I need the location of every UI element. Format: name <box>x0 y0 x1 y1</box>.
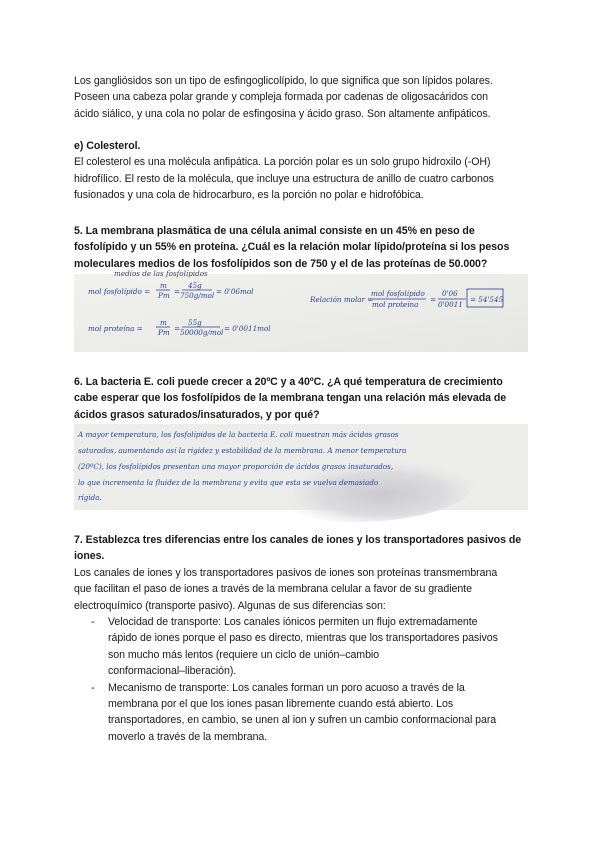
hw-ratio-eq: = <box>430 295 437 304</box>
q6-handwriting-svg <box>74 424 528 510</box>
question-line: 5. La membrana plasmática de una célula animal consiste en un 45% en peso de <box>74 225 475 237</box>
q5-handwritten-photo <box>74 269 528 352</box>
text-line: El colesterol es una molécula anfipática. La porción polar es un solo grupo hidroxilo (-OH) <box>74 156 491 169</box>
q6-handwritten-photo <box>74 424 528 510</box>
question-6 <box>74 374 534 423</box>
hw-line: (20ºC), los fosfolípidos presentan una mayor proporción de ácidos grasos insaturados, <box>78 462 394 471</box>
hw-line: rígida. <box>78 493 102 502</box>
hw-label: mol proteína = <box>88 324 143 333</box>
list-item <box>74 680 534 746</box>
text-line: Los canales de iones y los transportadores pasivos de iones son proteínas transmembrana <box>74 566 498 579</box>
text-line: ácido siálico, y una cola no polar de esfingosina y ácido graso. Son altamente anfipáticos. <box>74 107 491 120</box>
question-line: fosfolípido y un 55% en proteína. ¿Cuál es la relación molar lípido/proteína si los pesos <box>74 241 510 254</box>
text-line: fusionados y una cola de hidrocarburo, es la porción no polar e hidrofóbica. <box>74 189 424 202</box>
hw-frac-top: m <box>160 281 167 290</box>
cut-off-text: medios de las fosfolípidos <box>114 269 208 278</box>
text-line: membrana por el que los iones pasan libremente cuando está abierto. Los <box>108 698 454 711</box>
hw-ratio-val-bot: 0'0011 <box>438 300 463 309</box>
hw-ratio-bot: mol proteína <box>372 300 419 309</box>
hw-line: saturados, aumentando así la rigidez y estabilidad de la membrana. A menor temperatura <box>78 446 407 455</box>
hw-ratio-label: Relación molar = <box>310 295 374 304</box>
bullet-dash: - <box>91 616 95 629</box>
hw-frac-top: m <box>160 318 167 327</box>
hw-equals: = <box>174 324 181 333</box>
text-line: son mucho más lentos (requiere un ciclo de unión–cambio <box>108 648 380 661</box>
question-line: iones. <box>74 550 105 563</box>
text-line: rápido de iones porque el paso es directo, mientras que los transportadores pasivos <box>108 632 498 645</box>
question-line: 6. La bacteria E. coli puede crecer a 20ºC y a 40ºC. ¿A qué temperatura de crecimiento <box>74 376 503 388</box>
hw-ratio-result: = 54'545 <box>470 295 504 304</box>
text-line: Velocidad de transporte: Los canales iónicos permiten un flujo extremadamente <box>108 616 478 629</box>
text-line: conformacional–liberación). <box>108 665 237 678</box>
hw-result: = 0'0011mol <box>224 324 271 333</box>
hw-line: A mayor temperatura, los fosfolípidos de la bacteria E. coli muestran más ácidos grasos <box>78 430 399 439</box>
hw-eq-top: 55g <box>188 318 202 327</box>
question-line: ácidos grasos saturados/insaturados, y por qué? <box>74 408 320 421</box>
question-line: moleculares medios de los fosfolípidos son de 750 y el de las proteínas de 50.000? <box>74 257 488 270</box>
text-line: transportadores, en cambio, se unen al ion y sufren un cambio conformacional para <box>108 714 497 727</box>
q5-handwriting-svg <box>74 269 528 352</box>
hw-line: lo que incrementa la fluidez de la membrana y evita que esta se vuelva demasiado <box>78 478 379 487</box>
question-line: 7. Establezca tres diferencias entre los canales de iones y los transportadores pasivos de <box>74 534 522 546</box>
text-line: electroquímico (transporte pasivo). Algunas de sus diferencias son: <box>74 599 386 612</box>
list-item <box>74 614 534 680</box>
question-line: cabe esperar que los fosfolípidos de la membrana tengan una relación más elevada de <box>74 392 507 405</box>
bullet-dash: - <box>91 681 95 694</box>
text-line: hidrofílico. El resto de la molécula, que incluye una estructura de anillo de cuatro carbonos <box>74 172 494 185</box>
hw-ratio-top: mol fosfolípido <box>371 289 425 298</box>
text-line: moverlo a través de la membrana. <box>108 730 268 743</box>
hw-eq-top: 45g <box>188 281 202 290</box>
hw-label: mol fosfolípido = <box>88 287 151 296</box>
hw-eq-bot: 50000g/mol <box>180 328 224 337</box>
gangliosides-paragraph <box>74 73 534 122</box>
hw-equals: = <box>174 287 181 296</box>
text-line: que facilitan el paso de iones a través de la membrana celular a favor de su gradiente <box>74 583 472 596</box>
differences-list <box>74 614 534 745</box>
hw-frac-bot: Pm <box>158 328 170 337</box>
hw-result: = 0'06mol <box>216 287 254 296</box>
text-line: Mecanismo de transporte: Los canales forman un poro acuoso a través de la <box>108 681 465 694</box>
question-7 <box>74 532 534 745</box>
section-heading: e) Colesterol. <box>74 140 141 152</box>
hw-frac-bot: Pm <box>158 291 170 300</box>
hw-eq-bot: 750g/mol <box>180 291 215 300</box>
text-line: Los gangliósidos son un tipo de esfingoglicolípido, lo que significa que son lípidos polares. <box>74 75 493 87</box>
text-line: Poseen una cabeza polar grande y compleja formada por cadenas de oligosacáridos con <box>74 91 488 104</box>
question-5 <box>74 223 534 272</box>
hw-ratio-val-top: 0'06 <box>442 289 458 298</box>
cholesterol-section <box>74 138 534 204</box>
